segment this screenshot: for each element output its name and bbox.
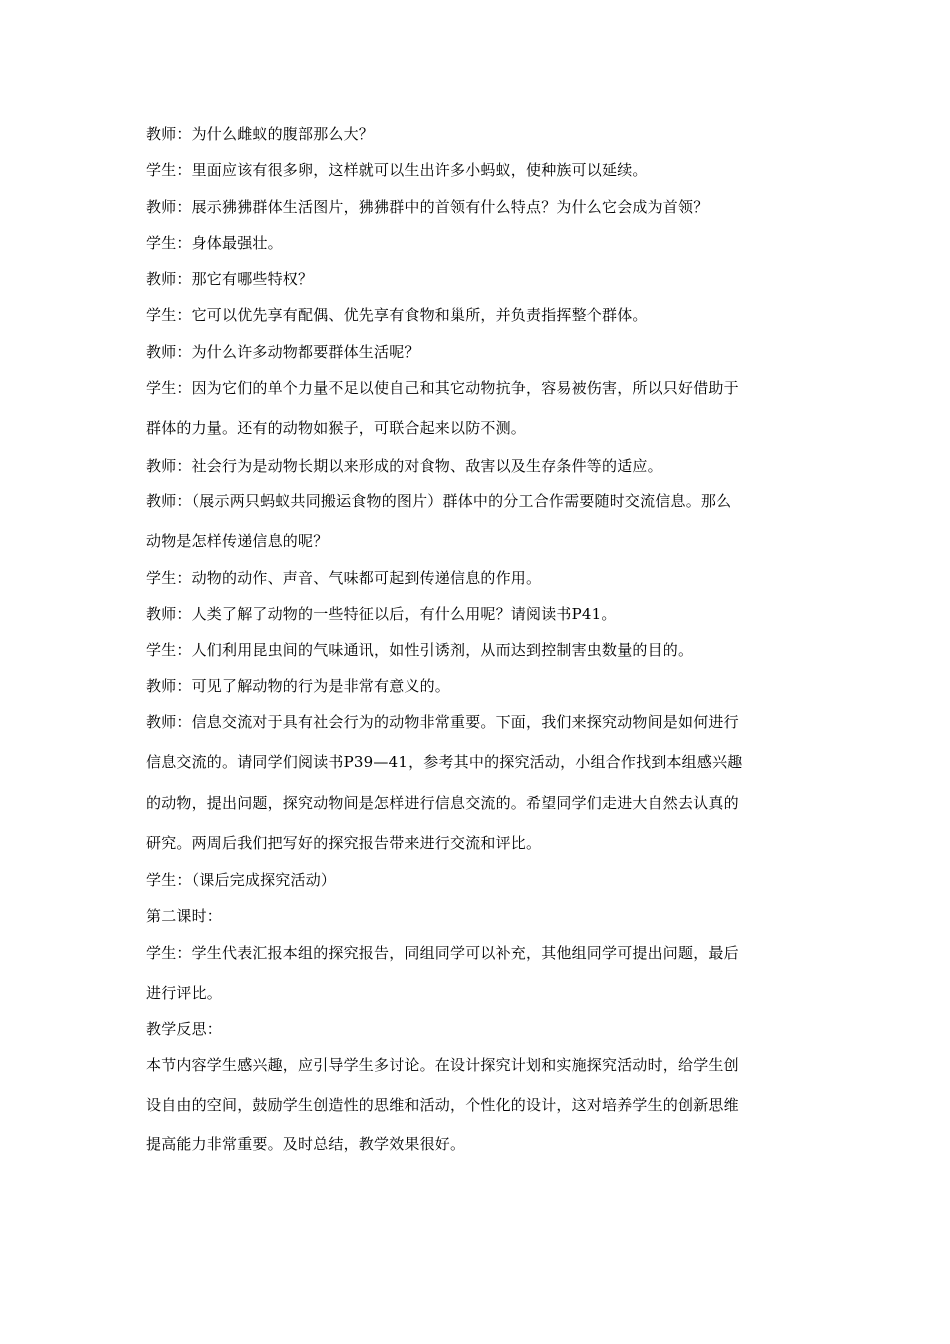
- text-line: 设自由的空间，鼓励学生创造性的思维和活动，个性化的设计，这对培养学生的创新思维: [146, 1096, 739, 1114]
- text-line: 教学反思：: [146, 1020, 223, 1038]
- text-line: 学生：（课后完成探究活动）: [146, 871, 337, 889]
- text-line: 教师：可见了解动物的行为是非常有意义的。: [146, 677, 451, 695]
- text-line: 进行评比。: [146, 984, 223, 1002]
- text-line: 学生：它可以优先享有配偶、优先享有食物和巢所，并负责指挥整个群体。: [146, 306, 648, 324]
- text-line: 提高能力非常重要。及时总结，教学效果很好。: [146, 1135, 466, 1153]
- text-line: 的动物，提出问题，探究动物间是怎样进行信息交流的。希望同学们走进大自然去认真的: [146, 794, 739, 812]
- text-line: 学生：学生代表汇报本组的探究报告，同组同学可以补充，其他组同学可提出问题，最后: [146, 944, 739, 962]
- text-line: 教师：信息交流对于具有社会行为的动物非常重要。下面，我们来探究动物间是如何进行: [146, 713, 739, 731]
- text-line: 教师：为什么许多动物都要群体生活呢？: [146, 343, 420, 361]
- text-line: 本节内容学生感兴趣，应引导学生多讨论。在设计探究计划和实施探究活动时，给学生创: [146, 1056, 739, 1074]
- text-line: 信息交流的。请同学们阅读书P39—41，参考其中的探究活动，小组合作找到本组感兴趣: [146, 753, 743, 771]
- text-line: 研究。两周后我们把写好的探究报告带来进行交流和评比。: [146, 834, 542, 852]
- text-line: 学生：因为它们的单个力量不足以使自己和其它动物抗争，容易被伤害，所以只好借助于: [146, 379, 739, 397]
- text-line: 动物是怎样传递信息的呢？: [146, 532, 329, 550]
- text-line: 教师：那它有哪些特权？: [146, 270, 314, 288]
- text-line: 教师：（展示两只蚂蚁共同搬运食物的图片）群体中的分工合作需要随时交流信息。那么: [146, 492, 732, 510]
- text-line: 群体的力量。还有的动物如猴子，可联合起来以防不测。: [146, 419, 527, 437]
- text-line: 教师：社会行为是动物长期以来形成的对食物、敌害以及生存条件等的适应。: [146, 457, 663, 475]
- text-line: 教师：为什么雌蚁的腹部那么大？: [146, 125, 375, 143]
- text-line: 教师：人类了解了动物的一些特征以后，有什么用呢？请阅读书P41。: [146, 605, 617, 623]
- text-line: 学生：人们利用昆虫间的气味通讯，如性引诱剂，从而达到控制害虫数量的目的。: [146, 641, 694, 659]
- text-line: 学生：动物的动作、声音、气味都可起到传递信息的作用。: [146, 569, 542, 587]
- text-line: 学生：里面应该有很多卵，这样就可以生出许多小蚂蚁，使种族可以延续。: [146, 161, 648, 179]
- text-line: 第二课时：: [146, 907, 223, 925]
- text-line: 教师：展示狒狒群体生活图片，狒狒群中的首领有什么特点？为什么它会成为首领？: [146, 198, 709, 216]
- text-line: 学生：身体最强壮。: [146, 234, 283, 252]
